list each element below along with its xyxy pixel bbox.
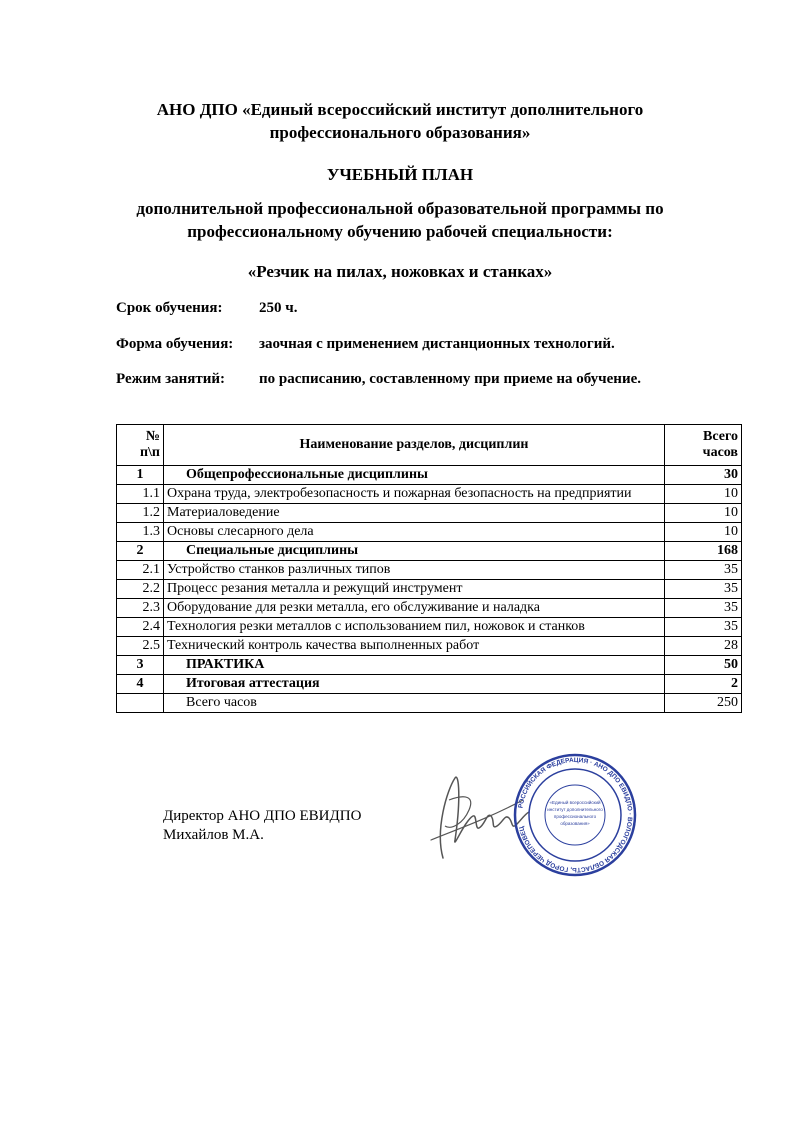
schedule-value: по расписанию, составленному при приеме на обучение.: [259, 371, 641, 387]
row-hours: 35: [665, 580, 742, 599]
table-row: [117, 485, 742, 504]
row-hours: 28: [665, 637, 742, 656]
svg-text:институт дополнительного: институт дополнительного: [547, 807, 603, 812]
row-number: 1.1: [117, 485, 164, 504]
table-row: [117, 466, 742, 485]
row-hours: 168: [665, 542, 742, 561]
svg-text:профессионального: профессионального: [553, 814, 597, 819]
row-number: 1.3: [117, 523, 164, 542]
row-hours: 30: [665, 466, 742, 485]
row-number: 2.4: [117, 618, 164, 637]
table-row: [117, 618, 742, 637]
table-row: [117, 656, 742, 675]
row-name: Основы слесарного дела: [164, 523, 665, 542]
organization-name: [0, 98, 800, 144]
row-number: 2.2: [117, 580, 164, 599]
header-number-line-2: п\п: [139, 445, 160, 460]
row-number: 2: [117, 542, 164, 561]
row-hours: 2: [665, 675, 742, 694]
table-row: [117, 542, 742, 561]
row-name: Специальные дисциплины: [164, 542, 665, 561]
row-hours: 35: [665, 599, 742, 618]
row-number: 3: [117, 656, 164, 675]
row-name: Технология резки металлов с использованием пил, ножовок и станков: [164, 618, 665, 637]
svg-text:РОССИЙСКАЯ ФЕДЕРАЦИЯ · АНО ДПО: РОССИЙСКАЯ ФЕДЕРАЦИЯ · АНО ДПО ЕВИДПО · ВОЛОГОДСКАЯ ОБЛАСТЬ, ГОРОД ЧЕРЕПОВЕЦ: [517, 756, 634, 874]
row-hours: 10: [665, 523, 742, 542]
seal-stamp: [510, 750, 640, 880]
subtitle-line-2: профессиональному обучению рабочей специальности:: [187, 222, 613, 241]
row-hours: 50: [665, 656, 742, 675]
schedule-label: Режим занятий:: [116, 371, 226, 387]
row-name: ПРАКТИКА: [164, 656, 665, 675]
row-name: Охрана труда, электробезопасность и пожарная безопасность на предприятии: [164, 485, 665, 504]
duration-value: 250 ч.: [259, 300, 298, 316]
table-row: [117, 675, 742, 694]
total-label: Всего часов: [164, 694, 665, 713]
table-body: [117, 466, 742, 694]
row-number: 2.5: [117, 637, 164, 656]
row-name: Общепрофессиональные дисциплины: [164, 466, 665, 485]
row-name: Итоговая аттестация: [164, 675, 665, 694]
table-row: [117, 599, 742, 618]
document-title: УЧЕБНЫЙ ПЛАН: [326, 165, 474, 184]
document-subtitle: [0, 197, 800, 243]
organization-name-line-1: АНО ДПО «Единый всероссийский институт дополнительного: [156, 100, 644, 119]
row-name: Процесс резания металла и режущий инструмент: [164, 580, 665, 599]
director-title: Директор АНО ДПО ЕВИДПО: [163, 808, 362, 824]
table-header-row: [117, 425, 742, 466]
table-row: [117, 523, 742, 542]
form-label: Форма обучения:: [116, 336, 234, 352]
header-hours: [665, 425, 742, 466]
subtitle-line-1: дополнительной профессиональной образовательной программы по: [136, 199, 664, 218]
duration-label: Срок обучения:: [116, 300, 223, 316]
table-row: [117, 504, 742, 523]
header-hours-line-1: Всего: [703, 429, 738, 444]
header-name: Наименование разделов, дисциплин: [164, 425, 665, 466]
program-title: «Резчик на пилах, ножовках и станках»: [247, 262, 553, 281]
director-signature-block: [163, 807, 361, 845]
header-number-line-1: №: [145, 429, 160, 444]
total-row: [117, 694, 742, 713]
organization-name-line-2: профессионального образования»: [269, 123, 531, 142]
row-hours: 10: [665, 485, 742, 504]
row-name: Устройство станков различных типов: [164, 561, 665, 580]
row-number: 1.2: [117, 504, 164, 523]
table-row: [117, 561, 742, 580]
row-number: 2.3: [117, 599, 164, 618]
total-number-cell: [117, 694, 164, 713]
row-number: 2.1: [117, 561, 164, 580]
row-hours: 35: [665, 561, 742, 580]
curriculum-table: [116, 424, 742, 713]
row-hours: 35: [665, 618, 742, 637]
svg-text:«Единый всероссийский: «Единый всероссийский: [549, 800, 601, 805]
header-number: [117, 425, 164, 466]
table-row: [117, 580, 742, 599]
header-hours-line-2: часов: [702, 445, 738, 460]
row-name: Материаловедение: [164, 504, 665, 523]
svg-text:образования»: образования»: [560, 821, 590, 826]
row-number: 1: [117, 466, 164, 485]
director-name: Михайлов М.А.: [163, 827, 264, 843]
total-hours: 250: [665, 694, 742, 713]
row-name: Оборудование для резки металла, его обслуживание и наладка: [164, 599, 665, 618]
row-hours: 10: [665, 504, 742, 523]
table-row: [117, 637, 742, 656]
row-number: 4: [117, 675, 164, 694]
form-value: заочная с применением дистанционных технологий.: [259, 336, 615, 352]
row-name: Технический контроль качества выполненных работ: [164, 637, 665, 656]
